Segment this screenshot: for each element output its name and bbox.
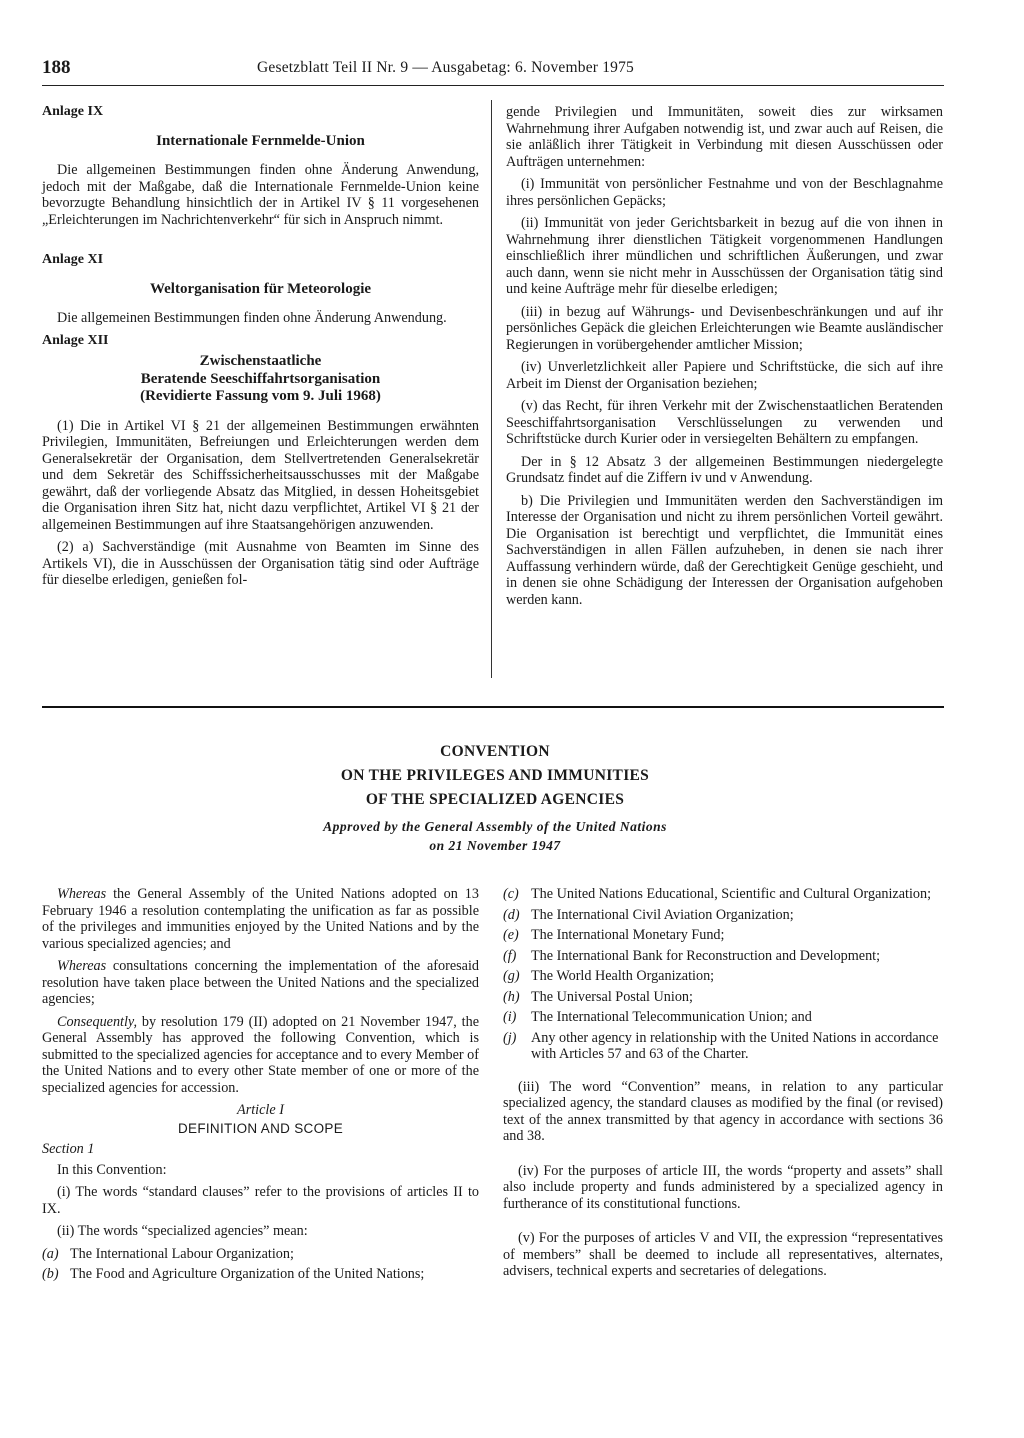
anlage-xii-para1: (1) Die in Artikel VI § 21 der allgemeinen Bestimmungen erwähnten Privilegien, Immunitäten, Befreiungen und Erleichterungen werden dem Generalsekretär der Organisation, dem Stellvertretenden Generalsekretär und dem Sekretär des Schiffssicherheitsausschusses mit der Maßgabe gewährt, daß der vorliegende Absatz das Mitglied, in dessen Hoheitsgebiet die Organisation ihren Sitz hat, nicht dazu verpflichtet, Artikel VI § 21 der allgemeinen Bestimmungen auf ihre Staatsangehörigen anzuwenden. — [42, 417, 479, 533]
header-rule — [42, 85, 944, 86]
lower-left-column — [42, 886, 479, 1287]
anlage-ix-title: Internationale Fernmelde-Union — [156, 132, 365, 149]
page-number: 188 — [42, 57, 71, 78]
section-separator — [42, 706, 944, 708]
anlage-xii-label: Anlage XII — [42, 332, 109, 348]
agency-b — [42, 1266, 479, 1283]
agency-b-label: (b) — [42, 1266, 59, 1282]
agency-f — [503, 948, 943, 965]
agency-e — [503, 927, 943, 944]
upper-right-column — [506, 104, 943, 614]
agency-a-label: (a) — [42, 1245, 59, 1262]
privilege-ii: (ii) Immunität von jeder Gerichtsbarkeit in bezug auf die von ihnen in Wahrnehmung ihrer dienstlichen Tätigkeit vorgenommenen Handlungen einschließlich ihrer mündlichen und schriftlichen Äußerungen, und zwar auch dann, wenn sie nicht mehr in Ausschüssen der Organisation tätig sind und keine Aufträge mehr für dieselbe erledigen; — [506, 215, 943, 297]
agency-c-text: The United Nations Educational, Scientific and Cultural Organization; — [531, 886, 932, 902]
privilege-iv: (iv) Unverletzlichkeit aller Papiere und Schriftstücke, die sich auf ihre Arbeit im Dienst der Organisation beziehen; — [506, 359, 943, 392]
section-number: Section 1 — [42, 1141, 95, 1157]
article-title: DEFINITION AND SCOPE — [177, 1120, 344, 1136]
definition-i: (i) The words “standard clauses” refer to the provisions of articles II to IX. — [42, 1184, 479, 1217]
agency-d-text: The International Civil Aviation Organization; — [531, 906, 794, 923]
agency-e-text: The International Monetary Fund; — [531, 927, 725, 943]
agency-a-text: The International Labour Organization; — [70, 1245, 294, 1262]
agency-c-label: (c) — [503, 886, 519, 902]
article-number: Article I — [237, 1102, 284, 1118]
whereas-paragraph-1 — [42, 886, 479, 952]
agency-a — [42, 1246, 479, 1263]
anlage-xi-text: Die allgemeinen Bestimmungen finden ohne Änderung Anwendung. — [57, 310, 447, 326]
agency-h-text: The Universal Postal Union; — [531, 988, 693, 1005]
consequently-emphasis: Consequently, — [57, 1013, 137, 1030]
definition-ii: (ii) The words “specialized agencies” mean: — [57, 1223, 308, 1239]
section-heading — [42, 1141, 479, 1158]
anlage-xii-para2: (2) a) Sachverständige (mit Ausnahme von Beamten im Sinne des Artikels VI), die in Ausschüssen der Organisation tätig sind oder Aufträge für dieselbe erledigen, genießen fol- — [42, 539, 479, 588]
anlage-ix-label: Anlage IX — [42, 104, 104, 119]
privilege-v: (v) das Recht, für ihren Verkehr mit der Zwischenstaatlichen Beratenden Seeschiffahrtsorganisation Verschlüsselungen zu verwenden und Schriftstücke durch Kurier oder in versiegelten Behältern zu empfangen. — [506, 398, 943, 447]
agency-h-label: (h) — [503, 988, 520, 1005]
upper-left-column — [42, 104, 479, 595]
running-title: Gesetzblatt Teil II Nr. 9 — Ausgabetag: 6. November 1975 — [257, 59, 635, 76]
agency-d-label: (d) — [503, 906, 520, 923]
grundsatz-text: Der in § 12 Absatz 3 der allgemeinen Bestimmungen niedergelegte Grundsatz findet auf die Ziffern iv und v Anwendung. — [506, 453, 943, 486]
consequently-text: by resolution 179 (II) adopted on 21 November 1947, the General Assembly has approved the following Convention, which is submitted to the specialized agencies for acceptance and to every Member of the United Nations and to every other State member of one or more of the specialized agencies for accession. — [42, 1013, 479, 1096]
approval-line2: on 21 November 1947 — [429, 838, 561, 853]
agency-b-text: The Food and Agriculture Organization of the United Nations; — [70, 1266, 425, 1282]
anlage-xii-title — [42, 353, 479, 406]
anlage-xi-label: Anlage XI — [42, 252, 104, 267]
convention-title-line1: CONVENTION — [440, 743, 550, 760]
para-b: b) Die Privilegien und Immunitäten werden den Sachverständigen im Interesse der Organisation und nicht zu ihrem persönlichen Vorteil gewährt. Die Organisation ist berechtigt und verpflichtet, die Immunität eines Sachverständigen in allen Fällen aufzuheben, in denen sie nach ihrer Auffassung verhindern würde, daß der Gerechtigkeit Genüge geschieht, und in denen sie ohne Schädigung der Interessen der Organisation aufgehoben werden kann. — [506, 492, 943, 608]
column-divider — [491, 100, 492, 678]
article-heading — [42, 1102, 479, 1119]
privileges-intro: gende Privilegien und Immunitäten, soweit dies zur wirksamen Wahrnehmung ihrer Aufgaben notwendig ist, und zwar auch auf Reisen, die sie anläßlich ihrer Tätigkeit in Verbindung mit diesen Ausschüssen oder Aufträgen unternehmen: — [506, 104, 943, 170]
in-this-convention: In this Convention: — [57, 1161, 167, 1178]
anlage-ix-text: Die allgemeinen Bestimmungen finden ohne Änderung Anwendung, jedoch mit der Maßgabe, daß die Internationale Fernmelde-Union keine bevorzugte Behandlung hinsichtlich der in Artikel IV § 11 vorgesehenen „Erleichterungen im Nachrichtenverkehr“ für sich in Anspruch nimmt. — [42, 162, 479, 228]
definition-iv: (iv) For the purposes of article III, the words “property and assets” shall also include property and funds administered by a specialized agency in furtherance of its constitutional functions. — [503, 1162, 943, 1212]
agency-g-text: The World Health Organization; — [531, 968, 715, 984]
anlage-xii-title-line2: Beratende Seeschiffahrtsorganisation — [140, 370, 381, 387]
whereas-1-emphasis: Whereas — [57, 886, 107, 902]
agency-i-text: The International Telecommunication Union; and — [531, 1009, 812, 1025]
anlage-xii-title-line3: (Revidierte Fassung vom 9. Juli 1968) — [140, 388, 381, 404]
agency-c — [503, 886, 943, 903]
agency-f-label: (f) — [503, 947, 517, 964]
agency-j — [503, 1030, 943, 1063]
page-header — [42, 57, 944, 83]
whereas-1-text: the General Assembly of the United Nations adopted on 13 February 1946 a resolution contemplating the unification as far as possible of the privileges and immunities enjoyed by the United Nations and by the various specialized agencies; and — [42, 886, 479, 952]
agency-i — [503, 1009, 943, 1026]
agency-j-text: Any other agency in relationship with the United Nations in accordance with Articles 57 and 63 of the Charter. — [531, 1029, 939, 1062]
agency-g-label: (g) — [503, 968, 520, 984]
privilege-i: (i) Immunität von persönlicher Festnahme und von der Beschlagnahme ihres persönlichen Gepäcks; — [506, 176, 943, 209]
whereas-paragraph-2 — [42, 958, 479, 1008]
anlage-xii-title-line1: Zwischenstaatliche — [199, 353, 322, 369]
agency-g — [503, 968, 943, 985]
anlage-xi-title: Weltorganisation für Meteorologie — [149, 280, 372, 297]
whereas-2-text: consultations concerning the implementation of the aforesaid resolution have taken place between the United Nations and the specialized agencies; — [42, 958, 479, 1007]
approval-line1: Approved by the General Assembly of the United Nations — [323, 819, 667, 834]
convention-title-line3: OF THE SPECIALIZED AGENCIES — [365, 791, 625, 808]
privilege-iii: (iii) in bezug auf Währungs- und Devisenbeschränkungen und auf ihr persönliches Gepäck die gleichen Erleichterungen wie Beamte ausländischer Regierungen in vorübergehender amtlicher Mission; — [506, 303, 943, 353]
agency-j-label: (j) — [503, 1029, 517, 1046]
agency-h — [503, 989, 943, 1006]
whereas-2-emphasis: Whereas — [57, 958, 107, 974]
agency-i-label: (i) — [503, 1009, 517, 1025]
definition-iii: (iii) The word “Convention” means, in relation to any particular specialized agency, the standard clauses as modified by the final (or revised) text of the annex transmitted by that agency in accordance with sections 36 and 38. — [503, 1078, 943, 1144]
agency-e-label: (e) — [503, 927, 519, 943]
definition-v: (v) For the purposes of articles V and VII, the expression “representatives of members” shall be deemed to include all representatives, alternates, advisers, technical experts and secretaries of delegations. — [503, 1230, 943, 1279]
consequently-paragraph — [42, 1014, 479, 1097]
lower-right-column — [503, 886, 943, 1286]
convention-title-block — [180, 740, 810, 855]
agency-f-text: The International Bank for Reconstruction and Development; — [531, 947, 881, 964]
convention-title-line2: ON THE PRIVILEGES AND IMMUNITIES — [340, 767, 650, 784]
agency-d — [503, 907, 943, 924]
